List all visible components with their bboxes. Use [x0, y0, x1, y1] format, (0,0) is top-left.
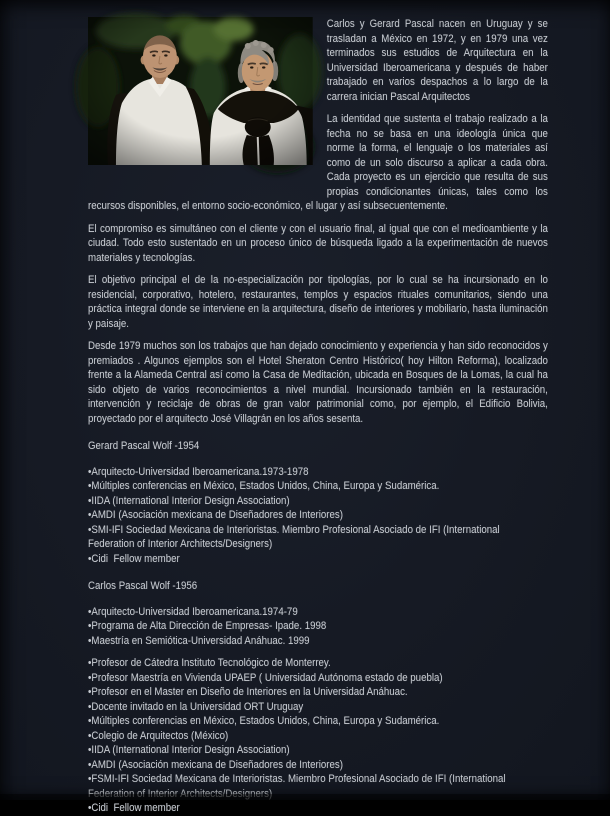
bullet-item: •Colegio de Arquitectos (México): [88, 729, 229, 742]
portrait-illustration: [88, 17, 313, 165]
bullet-item: •Maestría en Semiótica-Universidad Anáhuac. 1999: [88, 634, 310, 647]
bullet-item: •IIDA (International Interior Design Association): [88, 744, 290, 756]
bullet-item: •Profesor Maestría en Vivienda UPAEP ( Universidad Autónoma estado de puebla): [88, 671, 443, 684]
bio-paragraph-5: Desde 1979 muchos son los trabajos que han dejado conocimiento y experiencia y han sido reconocidos y premiados . Algunos ejemplos son el Hotel Sheraton Centro Histórico( hoy Hilton Reforma), localizado frente a la Alameda Central así como la Casa de Meditación, ubicada en Bosques de la Lomas, la cual ha sido objeto de varios reconocimientos a nivel mundial. Incursionado también en la restauración, intervención y reciclaje de obras de gran valor patrimonial como, por ejemplo, el Edificio Bolivia, proyectado por el arquitecto José Villagrán en los años sesenta.: [88, 340, 548, 425]
bullet-item: •AMDI (Asociación mexicana de Diseñadores de Interiores): [88, 758, 343, 771]
bullet-group: [88, 605, 548, 649]
bio-sections: [88, 439, 548, 816]
bio-paragraph-2: La identidad que sustenta el trabajo realizado a la fecha no se basa en una ideología única que norme la forma, el lenguaje o los materiales así como de un solo discurso a aplicar a cada obra. Cada proyecto es un ejercicio que resulta de sus propias condicionantes únicas, tales como los recursos disponibles, el entorno socio-económico, el lugar y así subsecuentemente.: [88, 113, 548, 212]
biography-content: [88, 17, 548, 816]
bio-paragraph-4: El objetivo principal el de la no-especialización por tipologías, por lo cual se ha incursionado en lo residencial, corporativo, hotelero, restaurantes, templos y espacios rituales comunitarios, siendo una práctica integral donde se interviene en la arquitectura, diseño de interiores y mobiliario, hasta iluminación y paisaje.: [88, 274, 548, 330]
bullet-item: •Cidi Fellow member: [88, 552, 180, 565]
bullet-item: •Múltiples conferencias en México, Estados Unidos, China, Europa y Sudamérica.: [88, 715, 440, 727]
bullet-item: •Profesor de Cátedra Instituto Tecnológico de Monterrey.: [88, 657, 331, 669]
pascal-brothers-photo: [88, 17, 313, 165]
section-heading-carlos: Carlos Pascal Wolf -1956: [88, 580, 198, 592]
bullet-item: •Docente invitado en la Universidad ORT Uruguay: [88, 700, 304, 713]
bullet-item: •IIDA (International Interior Design Association): [88, 494, 290, 507]
bullet-item: •Cidi Fellow member: [88, 802, 180, 814]
bio-paragraph-3: El compromiso es simultáneo con el cliente y con el usuario final, al igual que con el medioambiente y la ciudad. Todo esto sustentado en un proceso único de búsqueda ligado a la experimentación de nuevos materiales y tecnologías.: [88, 222, 548, 264]
bullet-item: •Múltiples conferencias en México, Estados Unidos, China, Europa y Sudamérica.: [88, 480, 440, 492]
bullet-item: •Arquitecto-Universidad Iberoamericana.1974-79: [88, 605, 298, 618]
bullet-group: [88, 656, 548, 816]
bio-paragraph-1: Carlos y Gerard Pascal nacen en Uruguay y se trasladan a México en 1972, y en 1979 una vez terminados sus estudios de Arquitectura en la Universidad Iberoamericana y después de haber trabajado en varios despachos a lo largo de la carrera inician Pascal Arquitectos: [326, 18, 548, 103]
bullet-item: •Profesor en el Master en Diseño de Interiores en la Universidad Anáhuac.: [88, 686, 408, 698]
bullet-item: •Programa de Alta Dirección de Empresas- Ipade. 1998: [88, 620, 327, 632]
bullet-item: •AMDI (Asociación mexicana de Diseñadores de Interiores): [88, 509, 343, 521]
section-heading-gerard: Gerard Pascal Wolf -1954: [88, 440, 200, 452]
bullet-item: •FSMI-IFI Sociedad Mexicana de Interioristas. Miembro Profesional Asociado de IFI (International Federation of Interior Architects/Designers): [88, 773, 509, 800]
bullet-item: •SMI-IFI Sociedad Mexicana de Interioristas. Miembro Profesional Asociado de IFI (International Federation of Interior Architects/Designers): [88, 523, 503, 550]
bullet-group: [88, 465, 548, 567]
bullet-item: •Arquitecto-Universidad Iberoamericana.1973-1978: [88, 465, 309, 478]
